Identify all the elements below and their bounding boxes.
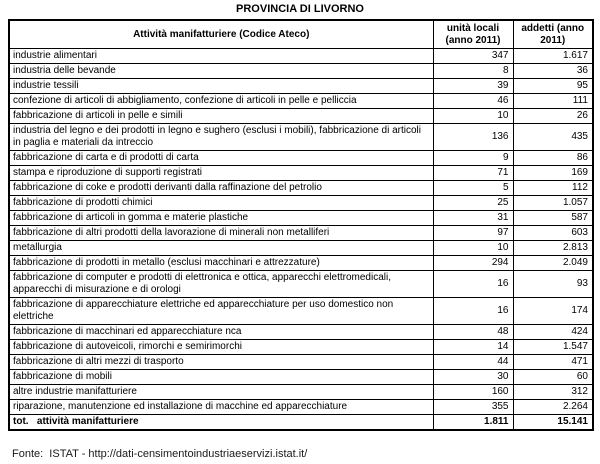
table-row (9, 151, 593, 166)
unita-locali-value: 97 (433, 226, 513, 241)
table-row (9, 196, 593, 211)
table-row (9, 355, 593, 370)
table-row (9, 271, 593, 298)
addetti-value: 2.813 (513, 241, 593, 256)
table-row (9, 166, 593, 181)
activity-label: industria del legno e dei prodotti in legno e sughero (esclusi i mobili), fabbricazione di articoli in paglia e materiali da intreccio (9, 124, 433, 151)
activity-label: fabbricazione di altri prodotti della lavorazione di minerali non metalliferi (9, 226, 433, 241)
unita-locali-value: 5 (433, 181, 513, 196)
addetti-value: 1.547 (513, 340, 593, 355)
table-row (9, 79, 593, 94)
unita-locali-value: 71 (433, 166, 513, 181)
column-header-unita-locali: unità locali (anno 2011) (433, 20, 513, 49)
activity-label: riparazione, manutenzione ed installazione di macchine ed apparecchiature (9, 400, 433, 415)
unita-locali-value: 48 (433, 325, 513, 340)
manufacturing-table (8, 19, 594, 431)
activity-label: fabbricazione di computer e prodotti di elettronica e ottica, apparecchi elettromedicali, apparecchi di misurazione e di orologi (9, 271, 433, 298)
activity-label: industrie alimentari (9, 49, 433, 64)
activity-label: industria delle bevande (9, 64, 433, 79)
addetti-value: 93 (513, 271, 593, 298)
unita-locali-value: 16 (433, 271, 513, 298)
addetti-value: 26 (513, 109, 593, 124)
unita-locali-value: 294 (433, 256, 513, 271)
addetti-value: 603 (513, 226, 593, 241)
table-row (9, 211, 593, 226)
activity-label: fabbricazione di coke e prodotti derivanti dalla raffinazione del petrolio (9, 181, 433, 196)
table-row (9, 226, 593, 241)
table-row (9, 64, 593, 79)
table-body (9, 49, 593, 415)
addetti-value: 1.617 (513, 49, 593, 64)
column-header-addetti: addetti (anno 2011) (513, 20, 593, 49)
unita-locali-value: 44 (433, 355, 513, 370)
table-row (9, 181, 593, 196)
addetti-value: 424 (513, 325, 593, 340)
addetti-value: 95 (513, 79, 593, 94)
addetti-value: 60 (513, 370, 593, 385)
table-row (9, 241, 593, 256)
table-row (9, 49, 593, 64)
activity-label: fabbricazione di altri mezzi di trasporto (9, 355, 433, 370)
activity-label: altre industrie manifatturiere (9, 385, 433, 400)
table-row (9, 370, 593, 385)
unita-locali-value: 39 (433, 79, 513, 94)
addetti-value: 86 (513, 151, 593, 166)
unita-locali-value: 46 (433, 94, 513, 109)
addetti-value: 312 (513, 385, 593, 400)
table-row (9, 124, 593, 151)
activity-label: fabbricazione di autoveicoli, rimorchi e semirimorchi (9, 340, 433, 355)
table-row (9, 109, 593, 124)
activity-label: fabbricazione di articoli in pelle e simili (9, 109, 433, 124)
unita-locali-value: 10 (433, 109, 513, 124)
unita-locali-value: 31 (433, 211, 513, 226)
page-title: PROVINCIA DI LIVORNO (236, 3, 364, 15)
table-row (9, 325, 593, 340)
total-row-label: tot. attività manifatturiere (9, 415, 433, 431)
table-row (9, 298, 593, 325)
total-row (9, 415, 593, 431)
unita-locali-value: 10 (433, 241, 513, 256)
unita-locali-value: 14 (433, 340, 513, 355)
table-row (9, 400, 593, 415)
unita-locali-value: 355 (433, 400, 513, 415)
addetti-value: 471 (513, 355, 593, 370)
activity-label: fabbricazione di prodotti chimici (9, 196, 433, 211)
addetti-value: 112 (513, 181, 593, 196)
activity-label: fabbricazione di prodotti in metallo (esclusi macchinari e attrezzature) (9, 256, 433, 271)
table-row (9, 256, 593, 271)
unita-locali-value: 9 (433, 151, 513, 166)
unita-locali-value: 25 (433, 196, 513, 211)
unita-locali-value: 136 (433, 124, 513, 151)
addetti-value: 174 (513, 298, 593, 325)
unita-locali-value: 8 (433, 64, 513, 79)
header-row (9, 20, 593, 49)
addetti-value: 2.264 (513, 400, 593, 415)
source-note: Fonte: ISTAT - http://dati-censimentoindustriaeservizi.istat.it/ (12, 448, 308, 460)
activity-label: fabbricazione di mobili (9, 370, 433, 385)
table-row (9, 94, 593, 109)
addetti-value: 435 (513, 124, 593, 151)
activity-label: fabbricazione di apparecchiature elettriche ed apparecchiature per uso domestico non elettriche (9, 298, 433, 325)
addetti-value: 111 (513, 94, 593, 109)
addetti-value: 587 (513, 211, 593, 226)
activity-label: fabbricazione di carta e di prodotti di carta (9, 151, 433, 166)
addetti-value: 2.049 (513, 256, 593, 271)
addetti-value: 1.057 (513, 196, 593, 211)
addetti-value: 36 (513, 64, 593, 79)
unita-locali-value: 16 (433, 298, 513, 325)
table-row (9, 385, 593, 400)
column-header-activity: Attività manifatturiere (Codice Ateco) (9, 20, 433, 49)
activity-label: fabbricazione di macchinari ed apparecchiature nca (9, 325, 433, 340)
activity-label: fabbricazione di articoli in gomma e materie plastiche (9, 211, 433, 226)
table-row (9, 340, 593, 355)
total-addetti-value: 15.141 (513, 415, 593, 431)
activity-label: confezione di articoli di abbigliamento, confezione di articoli in pelle e pelliccia (9, 94, 433, 109)
activity-label: industrie tessili (9, 79, 433, 94)
addetti-value: 169 (513, 166, 593, 181)
unita-locali-value: 30 (433, 370, 513, 385)
activity-label: metallurgia (9, 241, 433, 256)
unita-locali-value: 347 (433, 49, 513, 64)
unita-locali-value: 160 (433, 385, 513, 400)
total-unita-locali-value: 1.811 (433, 415, 513, 431)
activity-label: stampa e riproduzione di supporti registrati (9, 166, 433, 181)
